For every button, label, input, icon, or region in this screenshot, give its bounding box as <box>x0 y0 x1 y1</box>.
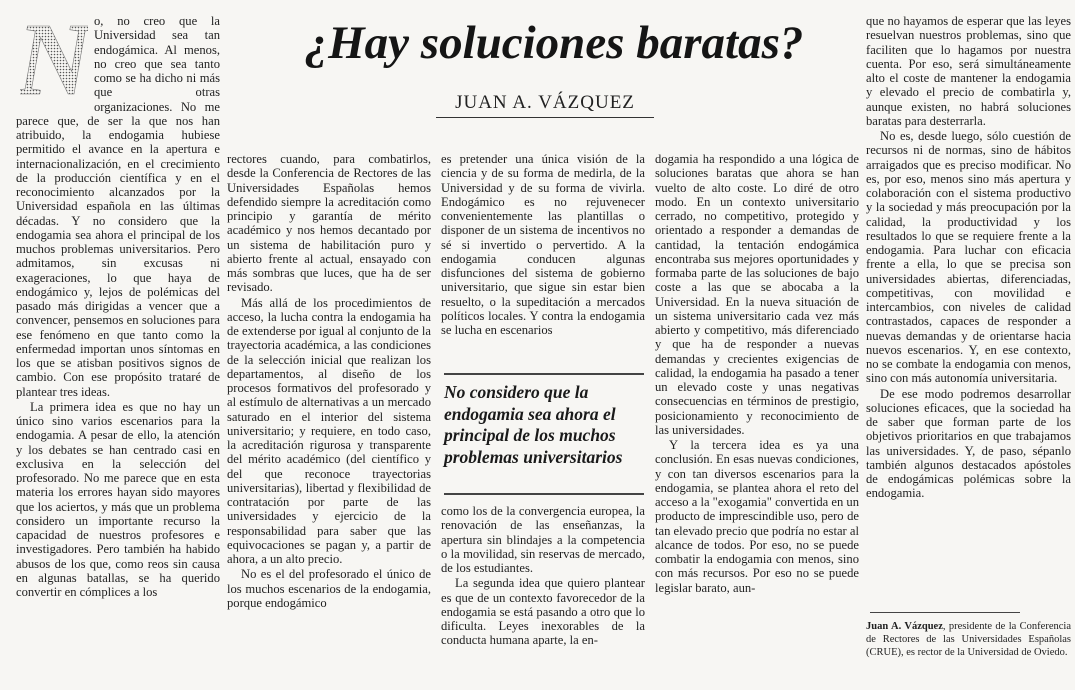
pull-quote-rule-bottom <box>444 493 644 495</box>
paragraph: que no hayamos de esperar que las leyes resuelvan nuestros problemas, sino que faciliten que lo hagamos por nuestra cuenta. Por eso, será simultáneamente alto el coste de mantener la endogamia y elevado el precio de combatirla y, aunque existen, no habrá soluciones baratas para desterrarla. <box>866 14 1071 128</box>
paragraph: rectores cuando, para combatirlos, desde la Conferencia de Rectores de las Universidades Españolas hemos defendido siempre la acreditación como principio y garantía de mérito académico y nos hemos decantado por un sistema de habilitación puro y abierto frente al actual, ensayado con más sombras que luces, que ha de ser revisado. <box>227 152 431 295</box>
paragraph: No es, desde luego, sólo cuestión de recursos ni de normas, sino de hábitos arraigados que es preciso modificar. No es, por eso, menos sino más apertura y colaboración con el sistema productivo y la sociedad y más preocupación por la calidad, la productividad y los resultados lo que se requiere frente a la endogamia. Para luchar con eficacia frente a ella, lo que se precisa son universidades abiertas, diferenciadas, competitivas, con movilidad e intercambios, con niveles de calidad contrastados, capaces de responder a nuevas demandas y de orientarse hacia nuevos escenarios. Y, en ese contexto, no se combate la endogamia con menos, sino con más autonomía universitaria. <box>866 129 1071 386</box>
paragraph: La segunda idea que quiero plantear es que de un contexto favorecedor de la endogamia se está pasando a otro que lo dificulta. Leyes inexorables de la conducta humana aparte, la en- <box>441 576 645 648</box>
column-3-top <box>441 152 645 360</box>
pull-quote: No considero que la endogamia sea ahora el principal de los muchos problemas universitarios <box>444 382 623 467</box>
column-2 <box>227 152 431 688</box>
paragraph: como los de la convergencia europea, la renovación de las enseñanzas, la apertura sin blindajes a la competencia o la movilidad, sin reservas de mercado, de los estudiantes. <box>441 504 645 575</box>
column-1 <box>16 14 220 688</box>
column-4 <box>655 152 859 688</box>
paragraph: No es el del profesorado el único de los muchos escenarios de la endogamia, porque endogámico <box>227 567 431 610</box>
author-signature <box>866 620 1071 659</box>
signature-name: Juan A. Vázquez <box>866 621 943 632</box>
paragraph: De ese modo podremos desarrollar soluciones eficaces, que la sociedad ha de saber que forman parte de los objetivos prioritarios en que trabajamos las universidades. Y, de paso, sépanlo también algunos destacados apóstoles de endogámicas polémicas sobre la endogamia. <box>866 386 1071 501</box>
paragraph: Y la tercera idea es ya una conclusión. En esas nuevas condiciones, y con tan diversos escenarios para la endogamia, se plantea ahora el reto del acceso a la "exogamia" convertida en un producto de imprescindible uso, pero de tan elevado precio que podría no estar al alcance de todos. Por eso, no se puede combatir la endogamia con menos, sino con más recursos. Por eso no se puede legislar barato, aun- <box>655 438 859 595</box>
paragraph: Más allá de los procedimientos de acceso, la lucha contra la endogamia ha de extenderse por igual al conjunto de la trayectoria académica, a las condiciones de la selección inicial que realizan los departamentos, al diseño de los procesos formativos del profesorado y al estímulo de alternativas a un mercado saturado en el interior del sistema universitario; y requiere, en todo caso, la acreditación rigurosa y transparente del mérito académico (del científico y del que reconoce trayectorias universitarias), libertad y flexibilidad de contratación por parte de las universidades y ejercicio de la responsabilidad para saber que las equivocaciones se pagan y, a partir de ahora, a un alto precio. <box>227 295 431 566</box>
drop-cap-letter: N <box>20 14 88 100</box>
column-5 <box>866 14 1071 604</box>
byline-rule <box>436 117 654 118</box>
article-title: ¿Hay soluciones baratas? <box>304 17 804 69</box>
signature-text: , presidente de la Conferencia de Rectores de las Universidades Españolas (CRUE), es rector de la Universidad de Oviedo. <box>866 621 1071 658</box>
column-3-bottom <box>441 504 645 688</box>
signature-rule <box>870 612 1020 613</box>
paragraph: o, no creo que la Universidad sea tan endogámica. Al menos, no creo que sea tanto como se ha dicho ni más que otras organizaciones. No me parece que, de ser la que nos han atribuido, la endogamia hubiese permitido el avance en la apertura e internacionalización, en el crecimiento de la producción científica y en el reconocimiento alcanzados por la Universidad española en las últimas décadas. Y no considero que la endogamia sea ahora el principal de los muchos problemas universitarios. Pero admitamos, sin excusas ni exageraciones, lo que haya de endogámico y, lejos de polémicas del pasado más dirigidas a vencer que a convencer, pensemos en soluciones para ese fenómeno en que tanto como la enfermedad importan unos síntomas en los que se atisban positivos signos de cambio. Con ese propósito trataré de plantear tres ideas. <box>16 14 220 399</box>
drop-cap <box>20 14 88 100</box>
pull-quote-rule-top <box>444 373 644 375</box>
byline: JUAN A. VÁZQUEZ <box>455 92 635 113</box>
paragraph: La primera idea es que no hay un único sino varios escenarios para la endogamia. A pesar de ello, la atención y los debates se han centrado casi en exclusiva en la selección del profesorado. No me parece que en esta materia los errores hayan sido mayores que los aciertos, y más que un problema considero un importante recurso la capacidad de nuestros profesores e investigadores. Pero también ha habido abusos de los que, como reos sin causa en algunas batallas, se ha querido convertir en cómplices a los <box>16 399 220 599</box>
paragraph: dogamia ha respondido a una lógica de soluciones baratas que ahora se han vuelto de alto coste. Lo diré de otro modo. En un contexto universitario cerrado, no competitivo, protegido y orientado a responder a demandas de cantidad, la tentación endogámica encontraba sus mejores oportunidades y formaba parte de las soluciones de bajo coste a las que se abocaba a la Universidad. En la nueva situación de un sistema universitario cada vez más abierto y competitivo, más diferenciado y que ha de responder a nuevas demandas y crecientes exigencias de calidad, la endogamia ha pasado a tener un elevado coste y unas negativas consecuencias en términos de prestigio, posicionamiento y reconocimiento de las universidades. <box>655 152 859 437</box>
paragraph: es pretender una única visión de la ciencia y de su forma de medirla, de la Universidad y de su forma de vivirla. Endogámico es no rejuvenecer convenientemente las plantillas o disponer de un sistema de incentivos no sé si invertido o pervertido. A la endogamia conducen algunas disfunciones del sistema de gobierno universitario, que sigue sin estar bien resuelto, o la supeditación a mercados políticos locales. Y contra la endogamia se lucha en escenarios <box>441 152 645 337</box>
